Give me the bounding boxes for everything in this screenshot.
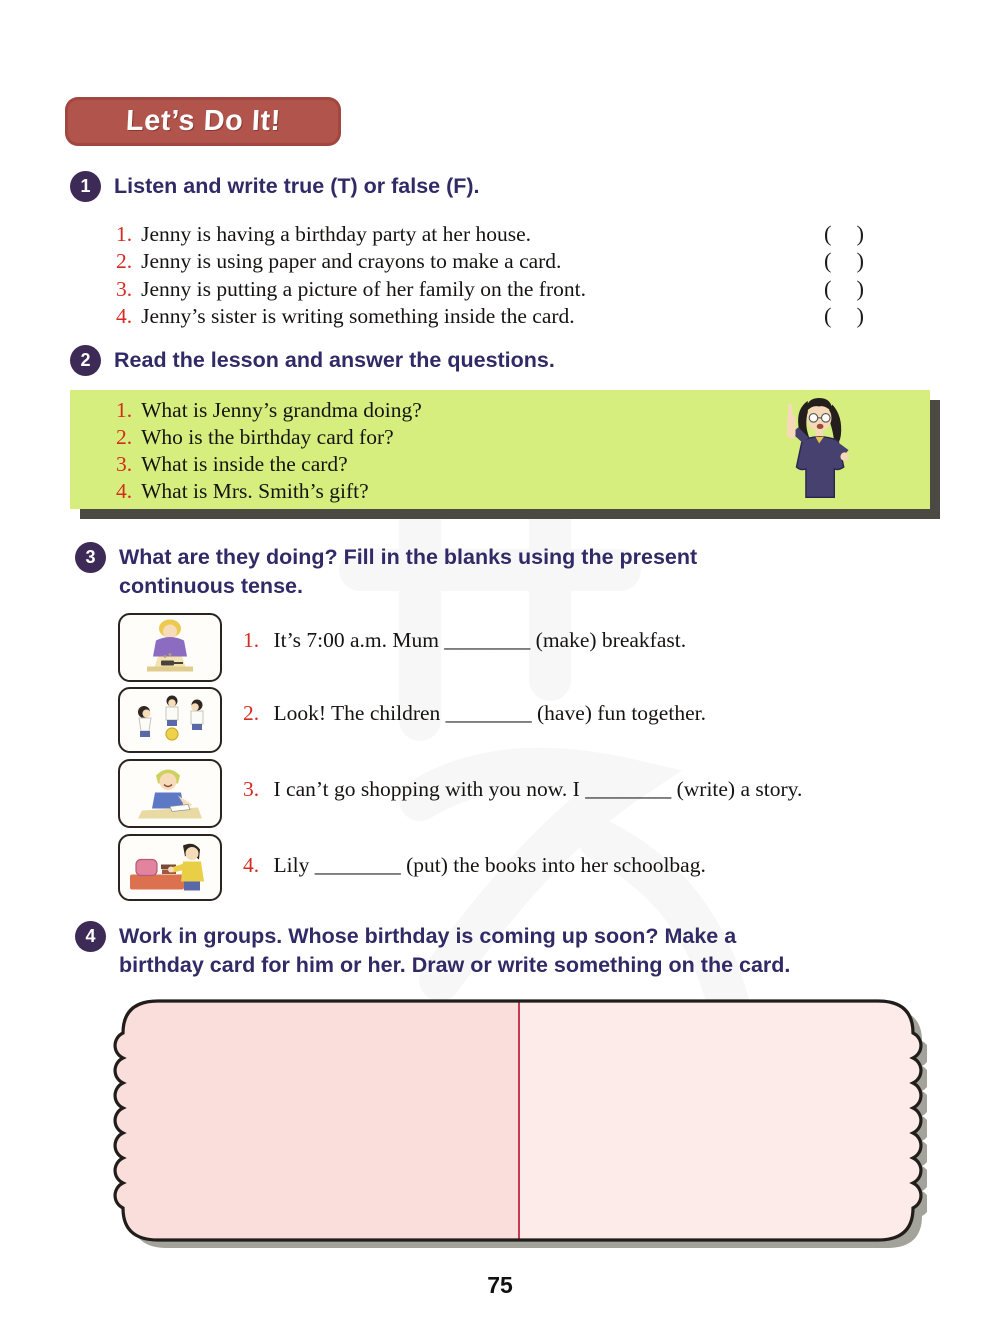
item-text: Jenny is using paper and crayons to make a card. [141, 249, 562, 274]
section-3-number-badge: 3 [75, 542, 106, 573]
teacher-illustration [770, 393, 874, 507]
sentence-text: Look! The children ________ (have) fun together. [273, 701, 706, 725]
question-text: Who is the birthday card for? [141, 425, 394, 449]
sentence-text: Lily ________ (put) the books into her schoolbag. [273, 853, 706, 877]
section-4-heading-text: Work in groups. Whose birthday is coming up soon? Make a birthday card for him or her. Draw or write something on the card. [119, 924, 791, 977]
section-3-heading-text: What are they doing? Fill in the blanks using the present continuous tense. [119, 545, 698, 598]
picture-mum-making-breakfast [118, 613, 222, 682]
answer-parentheses: ( ) [824, 248, 864, 274]
card-left-panel [113, 998, 519, 1243]
sentence-text: It’s 7:00 a.m. Mum ________ (make) breakfast. [273, 628, 687, 652]
banner-title: Let’s Do It! [124, 105, 282, 137]
section-1-heading-text: Listen and write true (T) or false (F). [114, 174, 480, 198]
section-3-heading [75, 543, 875, 601]
sentence-text: I can’t go shopping with you now. I ________ (write) a story. [273, 777, 803, 801]
fill-blank-sentence [243, 777, 802, 802]
item-number: 1. [116, 222, 133, 246]
question-text: What is Jenny’s grandma doing? [141, 398, 422, 422]
section-2-number-badge: 2 [70, 345, 101, 376]
sentence-number: 1. [243, 628, 260, 652]
section-1-item-list [116, 221, 864, 331]
item-number: 2. [116, 249, 133, 274]
item-number: 4. [116, 304, 133, 329]
item-text: Jenny is putting a picture of her family on the front. [141, 276, 586, 301]
item-text: Jenny’s sister is writing something inside the card. [141, 304, 575, 329]
section-4-number-badge: 4 [75, 921, 106, 952]
answer-parentheses: ( ) [824, 275, 864, 301]
true-false-item [116, 221, 864, 248]
blank-birthday-card [113, 998, 927, 1252]
section-2-heading-text: Read the lesson and answer the questions. [114, 348, 555, 372]
page-number: 75 [487, 1272, 513, 1298]
fill-blank-sentence [243, 853, 706, 878]
question-number: 2. [116, 425, 133, 449]
true-false-item [116, 248, 864, 275]
question-number: 3. [116, 452, 133, 476]
picture-children-having-fun [118, 687, 222, 753]
picture-person-writing-story [118, 759, 222, 828]
item-number: 3. [116, 276, 133, 301]
fill-blank-sentence [243, 701, 706, 726]
section-4-heading [75, 922, 955, 980]
question-number: 4. [116, 479, 133, 503]
question-number: 1. [116, 398, 133, 422]
true-false-item [116, 303, 864, 330]
sentence-number: 3. [243, 777, 260, 801]
section-1-heading [70, 172, 480, 202]
lets-do-it-banner [65, 97, 341, 146]
question-text: What is inside the card? [141, 452, 348, 476]
sentence-number: 4. [243, 853, 260, 877]
fill-blank-sentence [243, 628, 686, 653]
answer-parentheses: ( ) [824, 303, 864, 329]
true-false-item [116, 276, 864, 303]
question-text: What is Mrs. Smith’s gift? [141, 479, 369, 503]
answer-parentheses: ( ) [824, 221, 864, 246]
section-2-heading [70, 346, 555, 376]
questions-box [70, 390, 930, 509]
item-text: Jenny is having a birthday party at her house. [141, 222, 532, 246]
sentence-number: 2. [243, 701, 260, 725]
section-1-number-badge: 1 [70, 171, 101, 202]
picture-girl-packing-schoolbag [118, 834, 222, 901]
